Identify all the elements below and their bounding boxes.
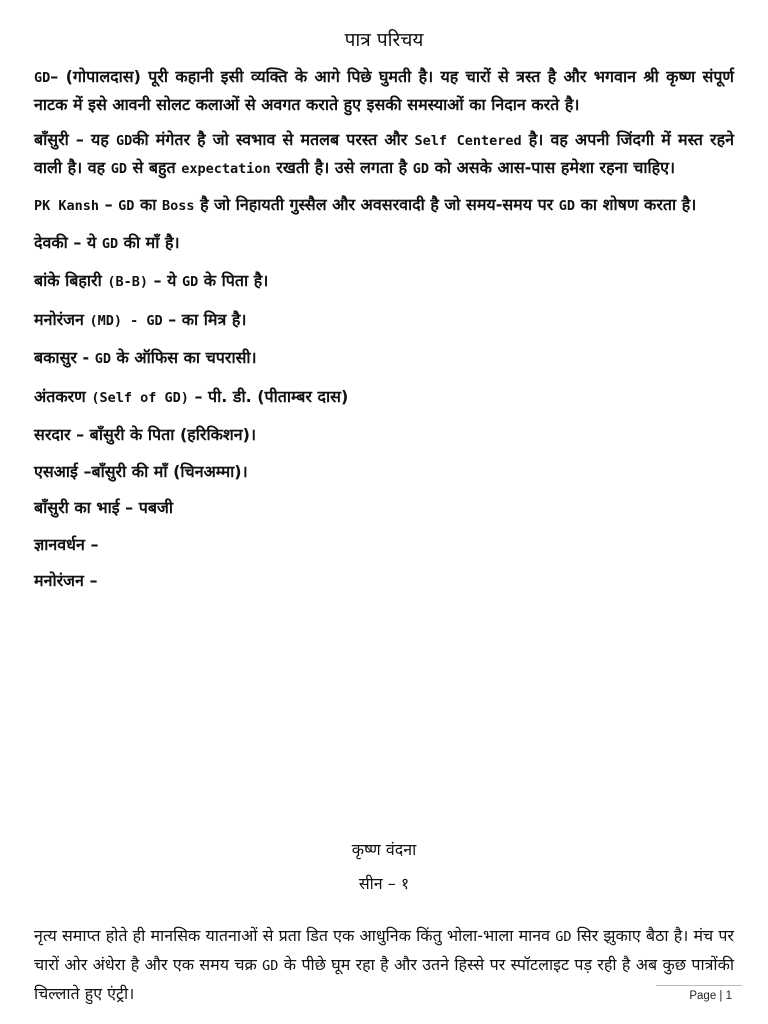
latin-text-run: Self Centered: [414, 133, 522, 149]
latin-text-run: (MD) - GD: [89, 312, 163, 329]
text-run: नृत्य समाप्त होते ही मानसिक यातनाओं से प्रता डित एक आधुनिक किंतु भोला-भाला मानव: [34, 926, 556, 945]
character-entry-gyanvardhan: [34, 532, 734, 558]
text-run: देवकी – ये: [34, 232, 102, 252]
scene-heading: कृष्ण वंदना: [351, 840, 417, 859]
latin-text-run: GD: [101, 235, 119, 252]
latin-text-run: GD: [115, 133, 133, 149]
latin-text-run: GD: [110, 160, 127, 177]
scene-description: [34, 922, 734, 1008]
footer-divider: [656, 985, 742, 986]
text-run: – पी. डी. (पीताम्बर दास): [188, 386, 349, 406]
text-run: मनोरंजन –: [34, 571, 98, 590]
latin-text-run: GD: [262, 958, 279, 974]
character-entry-brother: [34, 495, 734, 521]
text-run: – ये: [147, 271, 182, 290]
text-run: सिर झुकाए बैठा है। मंच पर चारों ओर अंधेरा है और एक समय चक्र: [34, 926, 734, 974]
latin-text-run: PK Kansh: [34, 198, 100, 214]
text-run: बकासुर -: [34, 348, 95, 367]
latin-text-run: (Self of GD): [91, 389, 189, 406]
latin-text-run: GD: [412, 160, 429, 177]
page-title: पात्र परिचय: [344, 29, 424, 51]
text-run: एसआई –बाँसुरी की माँ (चिनअम्मा)।: [34, 461, 248, 481]
text-run: से बहुत: [126, 157, 182, 177]
text-run: के पीछे घूम रहा है और उतने हिस्से पर स्पॉटलाइट पड़ रही है अब कुछ पात्रोंकी चिल्लाते हुए एंट्री।: [34, 955, 735, 1003]
text-run: –: [99, 195, 119, 214]
text-run: की माँ है।: [118, 232, 180, 252]
text-run: सरदार – बाँसुरी के पिता (हरिकिशन)।: [34, 425, 257, 444]
text-run: बांके बिहारी: [34, 271, 108, 290]
text-run: अंतकरण: [34, 386, 92, 406]
text-run: रखती है। उसे लगता है: [270, 157, 413, 177]
character-list: [34, 64, 734, 605]
latin-text-run: GD: [555, 929, 572, 945]
text-run: का शोषण करता है।: [575, 195, 697, 214]
text-run: – (गोपालदास) पूरी कहानी इसी व्यक्ति के आगे पिछे घुमती है। यह चारों से त्रस्त है और भगवान श्री कृष्ण संपूर्ण नाटक में इसे आवनी सोलट कलाओं से अवगत कराते हुए इसकी समस्याओं का निदान करते है।: [34, 67, 734, 114]
character-entry-gd: [34, 64, 734, 117]
character-entry-banke-bihari: [34, 268, 734, 296]
text-run: को असके आस-पास हमेशा रहना चाहिए।: [429, 157, 676, 177]
latin-text-run: GD: [34, 70, 51, 86]
latin-text-run: GD: [558, 198, 576, 214]
character-entry-sardar: [34, 422, 734, 448]
character-entry-antkaran: [34, 384, 734, 412]
character-entry-devki: [34, 230, 734, 258]
text-run: के ऑफिस का चपरासी।: [110, 348, 257, 367]
latin-text-run: GD: [118, 198, 135, 214]
latin-text-run: GD: [94, 351, 111, 367]
latin-text-run: GD: [181, 274, 199, 290]
text-run: का: [134, 195, 163, 214]
character-entry-esai: [34, 459, 734, 485]
character-entry-manoranjan-md: [34, 307, 734, 335]
character-entry-bansuri: [34, 127, 734, 182]
text-run: बाँसुरी – यह: [34, 130, 116, 149]
text-run: मनोरंजन: [34, 309, 90, 329]
text-run: बाँसुरी का भाई – पबजी: [34, 498, 173, 517]
text-run: ज्ञानवर्धन –: [34, 534, 99, 554]
page-number: Page | 1: [689, 990, 732, 1002]
text-run: की मंगेतर है जो स्वभाव से मतलब परस्त और: [132, 130, 415, 149]
character-entry-manoranjan: [34, 568, 734, 594]
text-run: है जो निहायती गुस्सैल और अवसरवादी है जो समय-समय पर: [194, 195, 559, 214]
latin-text-run: expectation: [181, 160, 271, 177]
latin-text-run: (B-B): [107, 274, 148, 290]
latin-text-run: Boss: [162, 198, 195, 214]
scene-number: सीन – १: [358, 874, 410, 893]
text-run: – का मित्र है।: [162, 309, 247, 329]
text-run: के पिता है।: [198, 271, 269, 290]
character-entry-bakasur: [34, 345, 734, 373]
character-entry-pk-kansh: [34, 192, 734, 220]
text-run: है। वह अपनी जिंदगी में मस्त रहने वाली है। वह: [34, 130, 734, 177]
